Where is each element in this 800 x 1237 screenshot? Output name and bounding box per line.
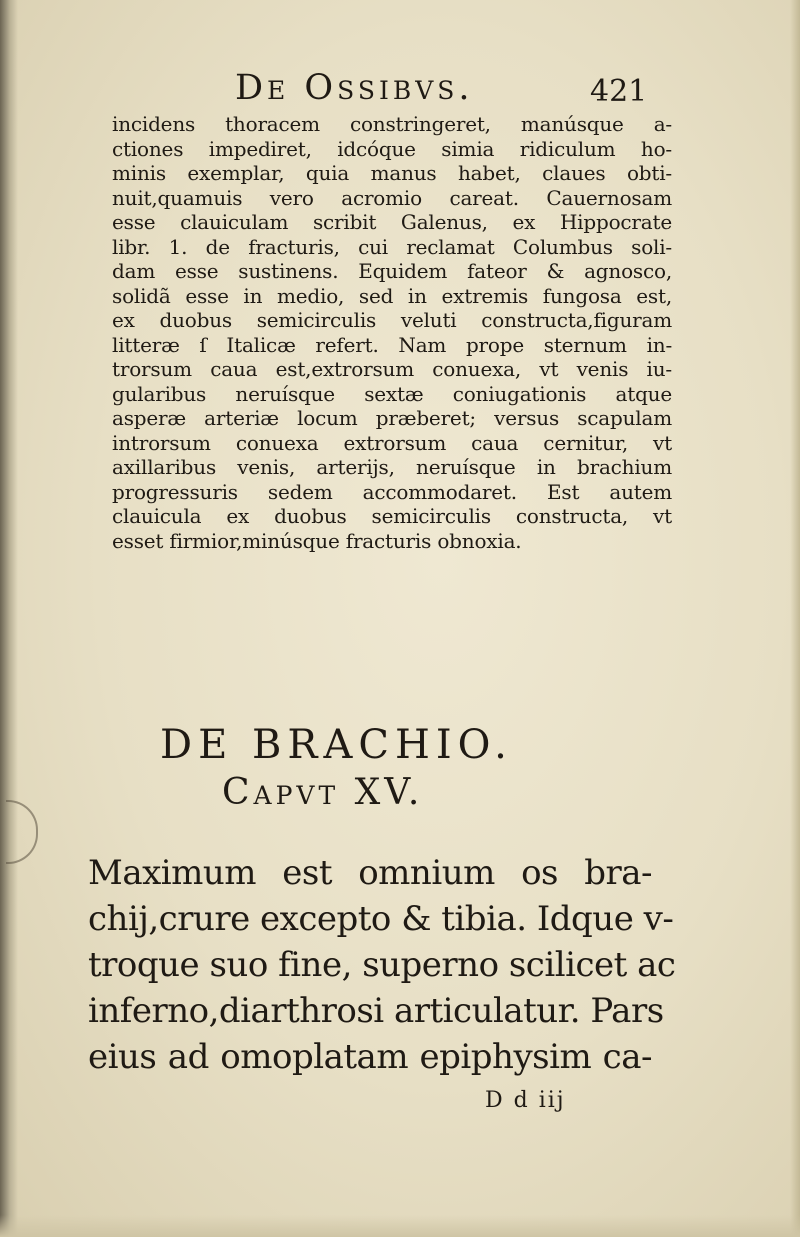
large-text-line: troque suo fine, superno scilicet ac	[88, 945, 676, 985]
text-line: progressuris sedem accommodaret. Est autem	[112, 479, 672, 504]
text-line: nuit,quamuis vero acromio careat. Cauernosam	[112, 185, 672, 210]
page-gutter-shadow	[0, 0, 18, 1237]
text-line: introrsum conuexa extrorsum caua cernitur, vt	[112, 430, 672, 455]
text-line: asperæ arteriæ locum præberet; versus scapulam	[112, 406, 672, 430]
text-line: ex duobus semicirculis veluti constructa,figuram	[112, 308, 672, 332]
text-line: gularibus neruísque sextæ coniugationis atque	[112, 381, 672, 406]
large-text-line: Maximum est omnium os bra-	[88, 853, 652, 893]
text-line: esse clauiculam scribit Galenus, ex Hippocrate	[112, 210, 672, 234]
page-number: 421	[590, 74, 648, 109]
running-head	[0, 68, 800, 112]
text-line: minis exemplar, quia manus habet, claues obti-	[112, 161, 672, 185]
opening-paragraph	[88, 850, 676, 1080]
text-line: solidã esse in medio, sed in extremis fungosa est,	[112, 283, 672, 308]
chapter-number: Capvt XV.	[222, 772, 424, 813]
chapter-title: DE BRACHIO.	[160, 722, 513, 768]
text-line: esset firmior,minúsque fracturis obnoxia.	[112, 528, 522, 553]
signature-mark: D d iij	[485, 1088, 566, 1113]
page-bottom-edge	[0, 1215, 800, 1237]
text-line: libr. 1. de fracturis, cui reclamat Columbus soli-	[112, 234, 672, 259]
text-line: ctiones impediret, idcóque simia ridiculum ho-	[112, 136, 672, 161]
text-line: litteræ ſ Italicæ refert. Nam prope sternum in-	[112, 332, 672, 357]
large-text-line: eius ad omoplatam epiphysim ca-	[88, 1037, 652, 1077]
text-line: dam esse sustinens. Equidem fateor & agnosco,	[112, 259, 672, 283]
text-line: trorsum caua est,extrorsum conuexa, vt venis iu-	[112, 357, 672, 381]
large-text-line: inferno,diarthrosi articulatur. Pars	[88, 991, 664, 1031]
text-line: incidens thoracem constringeret, manúsque a-	[112, 112, 672, 136]
body-text	[112, 112, 672, 553]
running-title: De Ossibvs.	[235, 68, 474, 108]
text-line: axillaribus venis, arterijs, neruísque in brachium	[112, 455, 672, 479]
large-text-line: chij,crure excepto & tibia. Idque v-	[88, 899, 674, 939]
text-line: clauicula ex duobus semicirculis constructa, vt	[112, 504, 672, 528]
page-edge	[790, 0, 800, 1237]
margin-ink-mark	[6, 800, 38, 864]
